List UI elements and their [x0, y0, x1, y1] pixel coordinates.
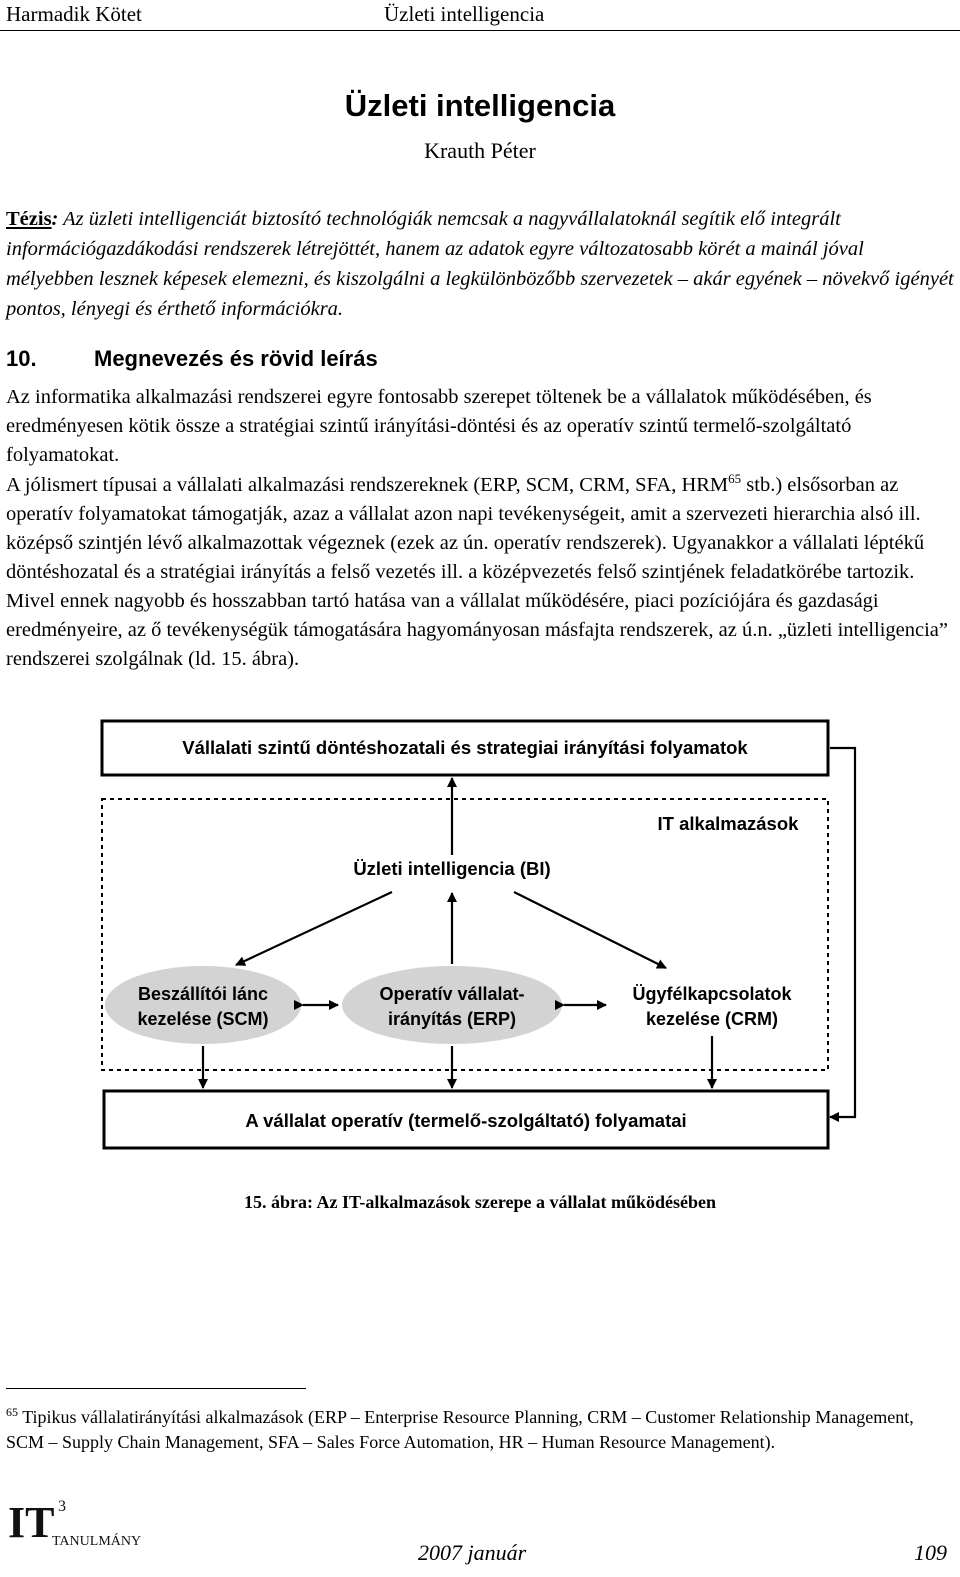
- header-volume: Harmadik Kötet: [6, 2, 142, 26]
- erp-node: [342, 966, 562, 1044]
- footnote-text: Tipikus vállalatirányítási alkalmazások (ERP – Enterprise Resource Planning, CRM – Customer Relationship Management, SCM – Supply Chain Management, SFA – Sales Force Automation, HR – Human Resource Management).: [6, 1407, 914, 1452]
- author: Krauth Péter: [424, 138, 536, 163]
- arrow-bi-to-crm: [514, 892, 666, 968]
- erp-label-line2: irányítás (ERP): [387, 1009, 517, 1029]
- it-applications-label: IT alkalmazások: [657, 813, 799, 834]
- footnote-ref[interactable]: 65: [728, 471, 742, 487]
- section-heading: [6, 346, 378, 372]
- arrow-bi-to-scm: [236, 892, 392, 965]
- scm-node: [105, 966, 301, 1044]
- header-running-title: Üzleti intelligencia: [384, 2, 545, 26]
- footnote-number: 65: [6, 1405, 18, 1419]
- thesis-label: Tézis: [6, 208, 52, 230]
- logo-text: TANULMÁNY: [52, 1534, 142, 1549]
- scm-label-line1: Beszállítói lánc: [137, 984, 269, 1004]
- bottom-process-label: A vállalat operatív (termelő-szolgáltató) folyamatai: [245, 1110, 687, 1131]
- section-number: 10.: [6, 346, 37, 371]
- crm-label-line1: Ügyfélkapcsolatok: [632, 984, 792, 1004]
- page-title: Üzleti intelligencia: [344, 88, 616, 123]
- paragraph-2: [6, 471, 954, 674]
- it3-logo: [6, 1493, 166, 1565]
- paragraph-2-start: A jólismert típusai a vállalati alkalmazási rendszereknek (ERP, SCM, CRM, SFA, HRM: [6, 474, 729, 496]
- top-process-label: Vállalati szintű döntéshozatali és strategiai irányítási folyamatok: [182, 737, 748, 758]
- page-number: 109: [914, 1540, 947, 1565]
- figure-caption: 15. ábra: Az IT-alkalmazások szerepe a vállalat működésében: [243, 1192, 716, 1212]
- footnote: [6, 1405, 954, 1455]
- figure-15: [0, 715, 960, 1185]
- feedback-loop-arrow: [830, 748, 855, 1117]
- paragraph-1: Az informatika alkalmazási rendszerei egyre fontosabb szerepet töltenek be a vállalatok működésében, és eredményesen kötik össze a stratégiai szintű irányítási-döntési és az operatív szintű termelő-szolgáltató folyamatokat.: [6, 386, 872, 466]
- footnote-rule: [6, 1388, 306, 1389]
- running-header: [0, 0, 960, 31]
- paragraph-2-rest: stb.) elsősorban az operatív folyamatokat támogatják, azaz a vállalat azon napi tevékenységeit, amit a szervezeti hierarchia alsó ill. középső szintjén lévő alkalmazottak végeznek (ezek az ún. operatív rendszerek). Ugyanakkor a vállalati léptékű döntéshozatal és a stratégiai irányítás a felső vezetés ill. a középvezetés felső szintjének feladatkörébe tartozik. Mivel ennek nagyobb és hosszabban tartó hatása van a vállalat működésére, piaci pozíciójára és gazdasági eredményeire, az ő tevékenységük támogatására hagyományosan másfajta rendszerek, az ú.n. „üzleti intelligencia” rendszerei szolgálnak (ld. 15. ábra).: [6, 474, 948, 670]
- logo-mark: IT: [8, 1498, 55, 1547]
- bi-label: Üzleti intelligencia (BI): [353, 858, 551, 879]
- thesis: Tézis: Az üzleti intelligenciát biztosító technológiák nemcsak a nagyvállalatoknál segítik elő integrált információgazdákodási rendszerek létrejöttét, hanem az adatok egyre változatosabb körét a mainál jóval mélyebben lesznek képesek elemezni, és kiszolgálni a legkülönbözőbb szervezetek – akár egyének – növekvő igényét pontos, lényegi és érthető információkra.: [6, 208, 954, 320]
- section-title: Megnevezés és rövid leírás: [94, 346, 378, 371]
- thesis-text: Az üzleti intelligenciát biztosító technológiák nemcsak a nagyvállalatoknál segítik elő integrált információgazdákodási rendszerek létrejöttét, hanem az adatok egyre változatosabb körét a mainál jóval mélyebben lesznek képesek elemezni, és kiszolgálni a legkülönbözőbb szervezetek – akár egyének – növekvő igényét pontos, lényegi és érthető információkra.: [6, 208, 954, 320]
- footer-date: 2007 január: [418, 1540, 527, 1565]
- crm-label-line2: kezelése (CRM): [645, 1009, 779, 1029]
- scm-label-line2: kezelése (SCM): [137, 1009, 269, 1029]
- logo-superscript: 3: [58, 1498, 66, 1515]
- erp-label-line1: Operatív vállalat-: [379, 984, 525, 1004]
